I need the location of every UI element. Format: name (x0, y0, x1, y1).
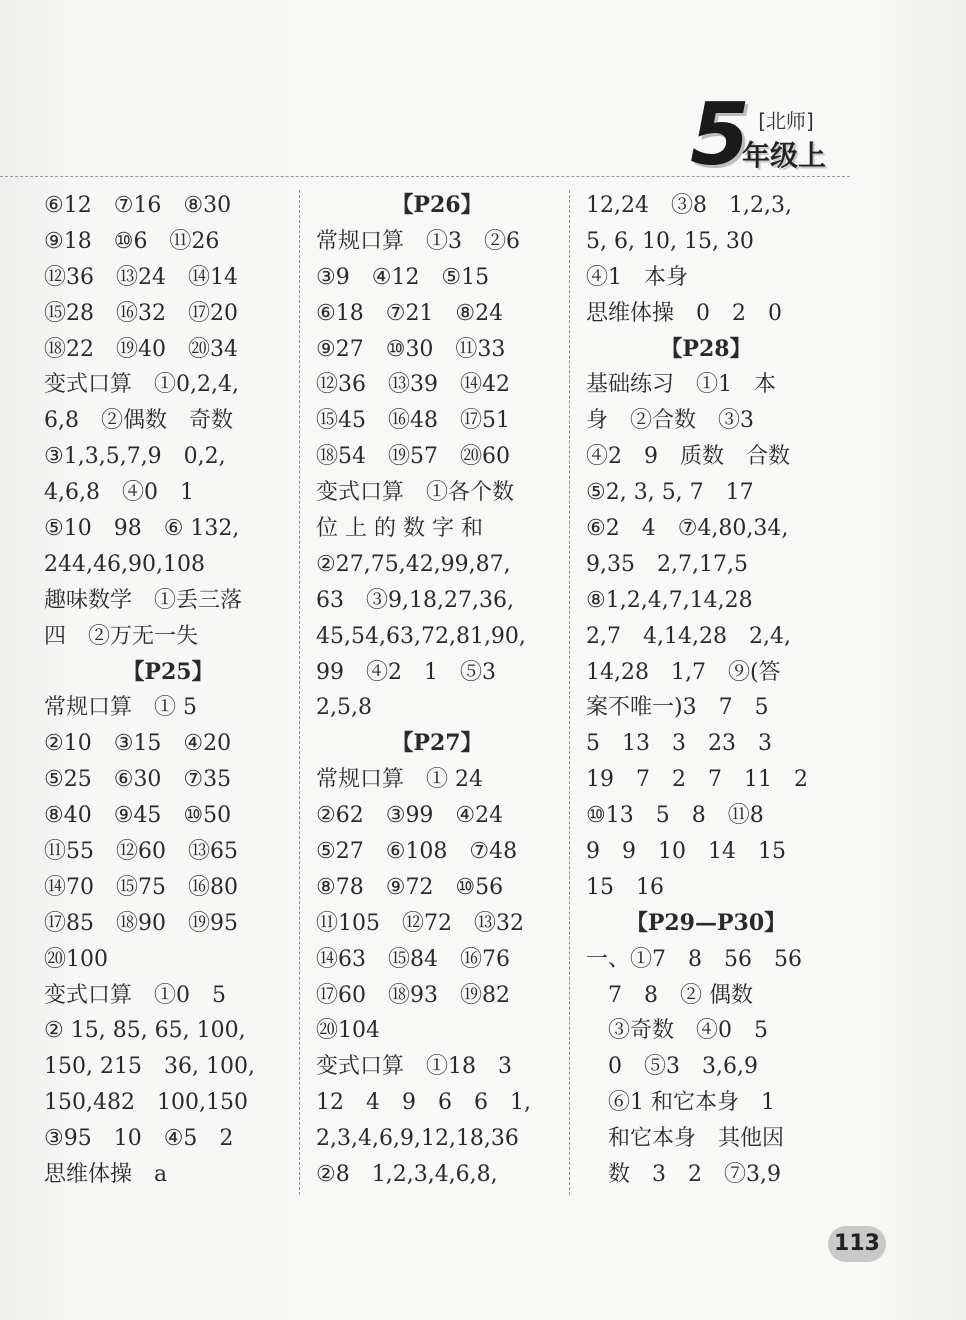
answer-line: 变式口算 ①0 5 (44, 982, 226, 1008)
answer-line: 一、①7 8 56 56 (586, 946, 802, 972)
answer-line: ② 15, 85, 65, 100, (44, 1018, 246, 1044)
answer-line: 四 ②万无一失 (44, 623, 199, 649)
answer-line: 6,8 ②偶数 奇数 (44, 408, 233, 434)
answer-line: ②8 1,2,3,4,6,8, (316, 1162, 498, 1188)
answer-line: ②62 ③99 ④24 (316, 803, 504, 829)
answer-line: ③1,3,5,7,9 0,2, (44, 444, 226, 470)
answer-line: ⑤25 ⑥30 ⑦35 (44, 767, 232, 793)
answer-line: ⑥12 ⑦16 ⑧30 (44, 193, 232, 218)
answer-line: ⑥18 ⑦21 ⑧24 (316, 300, 504, 326)
answer-line: 12,24 ③8 1,2,3, (586, 193, 792, 218)
answer-column-3 (586, 188, 826, 1193)
answer-line: ③95 10 ④5 2 (44, 1126, 234, 1152)
answer-line: 位 上 的 数 字 和 (316, 516, 483, 542)
answer-line: 常规口算 ① 5 (44, 695, 197, 721)
answer-line: ⑳100 (44, 946, 108, 972)
answer-line: ⑮45 ⑯48 ⑰51 (316, 408, 510, 434)
answer-line: 常规口算 ①3 ②6 (316, 228, 520, 254)
answer-column-2 (316, 188, 558, 1193)
answer-line: 19 7 2 7 11 2 (586, 767, 808, 793)
answer-line: ⑰85 ⑱90 ⑲95 (44, 910, 238, 936)
answer-line: ⑪55 ⑫60 ⑬65 (44, 839, 238, 865)
answer-line: 变式口算 ①0,2,4, (44, 372, 239, 398)
answer-line: 99 ④2 1 ⑤3 (316, 659, 496, 685)
answer-line: 趣味数学 ①丢三落 (44, 587, 243, 613)
answer-line: 15 16 (586, 874, 664, 900)
answer-line: 基础练习 ①1 本 (586, 372, 776, 398)
section-heading: 【P29—P30】 (625, 909, 787, 936)
column-divider (299, 190, 300, 1195)
answer-line: ⑳104 (316, 1018, 380, 1044)
answer-line: ⑰60 ⑱93 ⑲82 (316, 982, 510, 1008)
answer-line: ⑪105 ⑫72 ⑬32 (316, 910, 524, 936)
answer-line: ⑥2 4 ⑦4,80,34, (586, 516, 789, 542)
answer-line: 思维体操 a (44, 1162, 168, 1188)
answer-line: 2,5,8 (316, 695, 372, 721)
answer-line: ⑤10 98 ⑥ 132, (44, 516, 240, 542)
answer-line: ⑧78 ⑨72 ⑩56 (316, 874, 504, 900)
answer-line: ④1 本身 (586, 264, 688, 290)
answer-line: 244,46,90,108 (44, 551, 205, 577)
answer-line: ⑮28 ⑯32 ⑰20 (44, 300, 238, 326)
header-divider (0, 176, 850, 177)
answer-line: 63 ③9,18,27,36, (316, 587, 514, 613)
answer-line: 45,54,63,72,81,90, (316, 623, 526, 649)
section-heading: 【P25】 (122, 658, 214, 685)
answer-line: 9 9 10 14 15 (586, 839, 786, 865)
answer-line: ③9 ④12 ⑤15 (316, 264, 490, 290)
publisher-label: [北师] (758, 109, 814, 133)
answer-line: 数 3 2 ⑦3,9 (586, 1162, 781, 1188)
answer-line: ⑫36 ⑬24 ⑭14 (44, 264, 238, 290)
answer-line: ⑭63 ⑮84 ⑯76 (316, 946, 510, 972)
answer-line: 思维体操 0 2 0 (586, 300, 782, 326)
answer-line: ⑧1,2,4,7,14,28 (586, 587, 753, 613)
answer-line: 身 ②合数 ③3 (586, 408, 754, 434)
answer-line: 12 4 9 6 6 1, (316, 1090, 531, 1116)
answer-line: 和它本身 其他因 (586, 1126, 785, 1152)
answer-line: ⑥1 和它本身 1 (586, 1090, 775, 1116)
answer-line: ⑩13 5 8 ⑪8 (586, 803, 764, 829)
column-divider (569, 190, 570, 1195)
section-heading: 【P27】 (391, 730, 483, 757)
grade-label: 年级上 (742, 139, 827, 172)
answer-line: ⑧40 ⑨45 ⑩50 (44, 803, 232, 829)
answer-line: 变式口算 ①各个数 (316, 480, 515, 506)
answer-line: 150,482 100,150 (44, 1090, 248, 1116)
answer-line: ⑫36 ⑬39 ⑭42 (316, 372, 510, 398)
answer-line: 变式口算 ①18 3 (316, 1054, 512, 1080)
grade-badge (690, 85, 840, 185)
answer-line: 常规口算 ① 24 (316, 767, 483, 793)
answer-line: 4,6,8 ④0 1 (44, 480, 194, 506)
page-number: 113 (828, 1226, 886, 1262)
section-heading: 【P26】 (391, 192, 483, 218)
answer-line: ⑭70 ⑮75 ⑯80 (44, 874, 238, 900)
answer-line: 0 ⑤3 3,6,9 (586, 1054, 758, 1080)
answer-line: 案不唯一)3 7 5 (586, 695, 769, 721)
section-heading: 【P28】 (660, 335, 752, 362)
answer-line: 2,3,4,6,9,12,18,36 (316, 1126, 519, 1152)
answer-line: ④2 9 质数 合数 (586, 444, 790, 470)
answer-line: ②27,75,42,99,87, (316, 551, 511, 577)
answer-line: 14,28 1,7 ⑨(答 (586, 659, 781, 685)
answer-line: ⑨27 ⑩30 ⑪33 (316, 336, 506, 362)
answer-line: ⑱22 ⑲40 ⑳34 (44, 336, 238, 362)
answer-line: 5, 6, 10, 15, 30 (586, 228, 754, 254)
answer-line: 9,35 2,7,17,5 (586, 551, 748, 577)
answer-line: ②10 ③15 ④20 (44, 731, 232, 757)
answer-line: ⑤27 ⑥108 ⑦48 (316, 839, 518, 865)
answer-line: 5 13 3 23 3 (586, 731, 772, 757)
answer-line: ⑨18 ⑩6 ⑪26 (44, 228, 220, 254)
answer-line: 150, 215 36, 100, (44, 1054, 255, 1080)
answer-line: ③奇数 ④0 5 (586, 1018, 768, 1044)
answer-line: 2,7 4,14,28 2,4, (586, 623, 791, 649)
grade-number: 5 (690, 85, 750, 185)
answer-line: ⑤2, 3, 5, 7 17 (586, 480, 754, 506)
answer-column-1 (44, 188, 292, 1193)
answer-line: 7 8 ② 偶数 (586, 982, 753, 1008)
answer-line: ⑱54 ⑲57 ⑳60 (316, 444, 510, 470)
